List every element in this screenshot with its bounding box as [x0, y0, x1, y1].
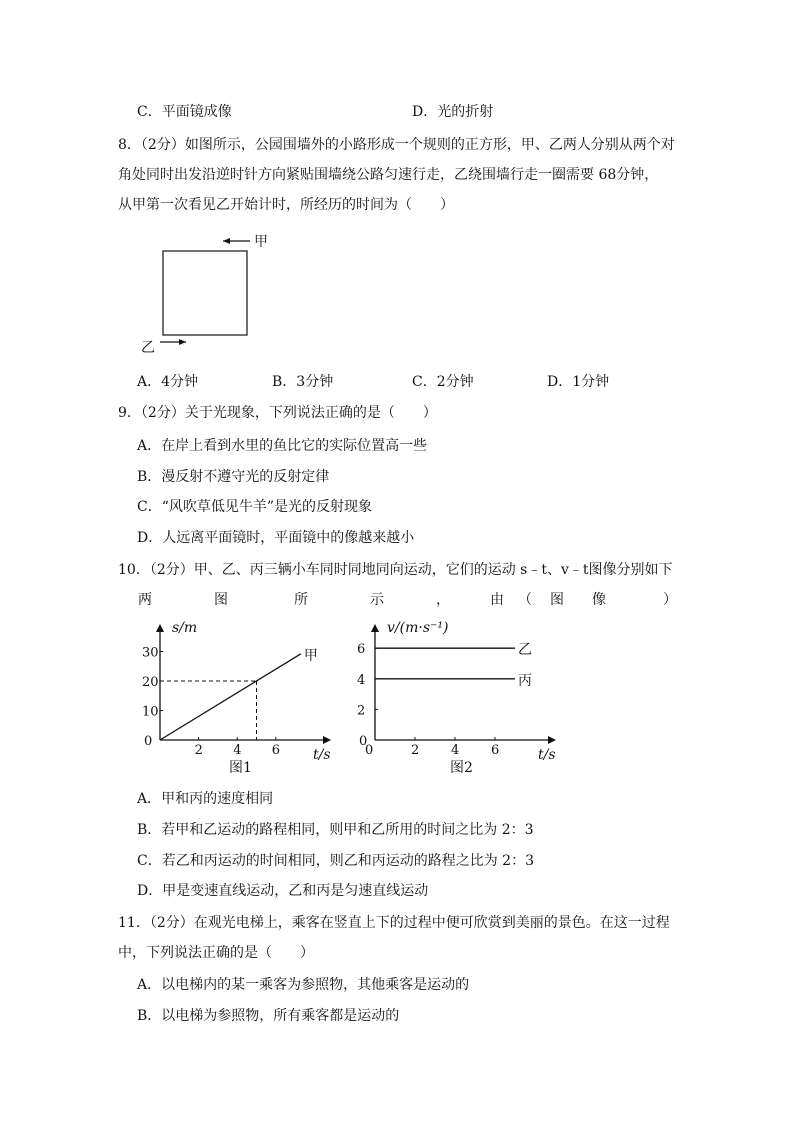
q10-l2-char: 示	[370, 592, 384, 608]
q9-stem: 9．（2分）关于光现象，下列说法正确的是（ ）	[118, 405, 437, 421]
figure-caption: 图1	[229, 760, 252, 776]
x-tick-label: 4	[233, 743, 242, 758]
q10-l2-char: 像	[592, 592, 606, 608]
q10-stem-line2	[118, 590, 678, 612]
x-tick-label: 4	[451, 743, 460, 758]
q11-option-a: A．以电梯内的某一乘客为参照物，其他乘客是运动的	[137, 977, 470, 993]
y-axis-arrow	[156, 624, 164, 632]
x-axis-label: t/s	[313, 747, 331, 763]
q11-stem-line2: 中，下列说法正确的是（ ）	[118, 945, 314, 961]
x-tick-label: 2	[194, 743, 203, 758]
q10-l2-char: ，	[436, 592, 450, 608]
x-tick-label: 2	[411, 743, 420, 758]
x-tick-label: 0	[359, 734, 368, 749]
y-tick-label: 30	[142, 645, 159, 661]
yi-arrowhead	[179, 339, 186, 345]
figure-caption: 图2	[450, 760, 473, 776]
x-axis-arrow	[548, 736, 556, 744]
q8-stem-line2: 角处同时出发沿逆时针方向紧贴围墙绕公路匀速行走，乙绕围墙行走一圈需要 68分钟，	[118, 167, 659, 183]
q10-stem-line1: 10．（2分）甲、乙、丙三辆小车同时同地同向运动，它们的运动 s﹣t、v﹣t图像分别如下	[118, 562, 673, 578]
x-tick-label: 6	[271, 743, 281, 758]
q10-l2-char: 两	[138, 592, 152, 608]
q8-square-figure	[130, 228, 290, 358]
q10-option-c: C．若乙和丙运动的时间相同，则乙和丙运动的路程之比为 2：3	[137, 853, 534, 869]
q10-l2-paren-close: ）	[663, 592, 677, 608]
q9-option-b: B．漫反射不遵守光的反射定律	[137, 469, 330, 485]
q8-stem-line3: 从甲第一次看见乙开始计时，所经历的时间为（ ）	[118, 197, 454, 213]
y-tick-label: 4	[357, 672, 366, 688]
q10-l2-char: 由	[490, 592, 504, 608]
x-axis-label: t/s	[538, 747, 556, 763]
q10-l2-char: 图	[214, 592, 228, 608]
y-axis-label: v/(m·s⁻¹)	[387, 620, 449, 636]
origin-label: 0	[365, 743, 374, 758]
series-label-甲: 甲	[303, 647, 318, 664]
label-jia: 甲	[254, 234, 268, 250]
jia-arrowhead	[223, 238, 230, 244]
y-axis-arrow	[371, 624, 379, 632]
q9-option-c: C．“风吹草低见牛羊”是光的反射现象	[137, 499, 373, 515]
label-yi: 乙	[141, 340, 155, 356]
q10-l2-char: 所	[294, 592, 308, 608]
q8-stem-line1: 8．（2分）如图所示，公园围墙外的小路形成一个规则的正方形，甲、乙两人分别从两个对	[118, 137, 675, 153]
series-label-乙: 乙	[518, 642, 532, 659]
q10-option-b: B．若甲和乙运动的路程相同，则甲和乙所用的时间之比为 2：3	[137, 822, 534, 838]
q8-option-b: B．3分钟	[272, 374, 334, 390]
q8-option-a: A．4分钟	[137, 374, 199, 390]
q10-option-a: A．甲和丙的速度相同	[137, 791, 274, 807]
y-tick-label: 6	[357, 642, 366, 658]
x-axis-arrow	[323, 736, 331, 744]
y-tick-label: 20	[142, 675, 159, 690]
series-label-丙: 丙	[518, 672, 532, 689]
x-tick-label: 6	[491, 743, 500, 758]
q11-stem-line1: 11．（2分）在观光电梯上，乘客在竖直上下的过程中便可欣赏到美丽的景色。在这一过程	[118, 915, 670, 931]
x-tick-label: 0	[144, 734, 153, 749]
square-wall	[163, 251, 247, 335]
q10-option-d: D．甲是变速直线运动，乙和丙是匀速直线运动	[137, 883, 429, 899]
q8-option-d: D．1分钟	[547, 374, 610, 390]
q7-option-c: C．平面镜成像	[137, 104, 232, 120]
chart-st-graph	[135, 618, 350, 778]
series-line-甲	[160, 654, 301, 740]
q10-l2-paren-open: （	[518, 592, 532, 608]
q8-option-c: C．2分钟	[412, 374, 474, 390]
chart-vt-graph	[352, 618, 577, 778]
y-tick-label: 2	[357, 703, 366, 719]
q9-option-d: D．人远离平面镜时，平面镜中的像越来越小	[137, 530, 415, 546]
y-axis-label: s/m	[172, 620, 198, 636]
q10-l2-char: 图	[550, 592, 564, 608]
q11-option-b: B．以电梯为参照物，所有乘客都是运动的	[137, 1008, 400, 1024]
q9-option-a: A．在岸上看到水里的鱼比它的实际位置高一些	[137, 438, 428, 454]
y-tick-label: 10	[142, 704, 159, 720]
q7-option-d: D．光的折射	[412, 104, 494, 120]
